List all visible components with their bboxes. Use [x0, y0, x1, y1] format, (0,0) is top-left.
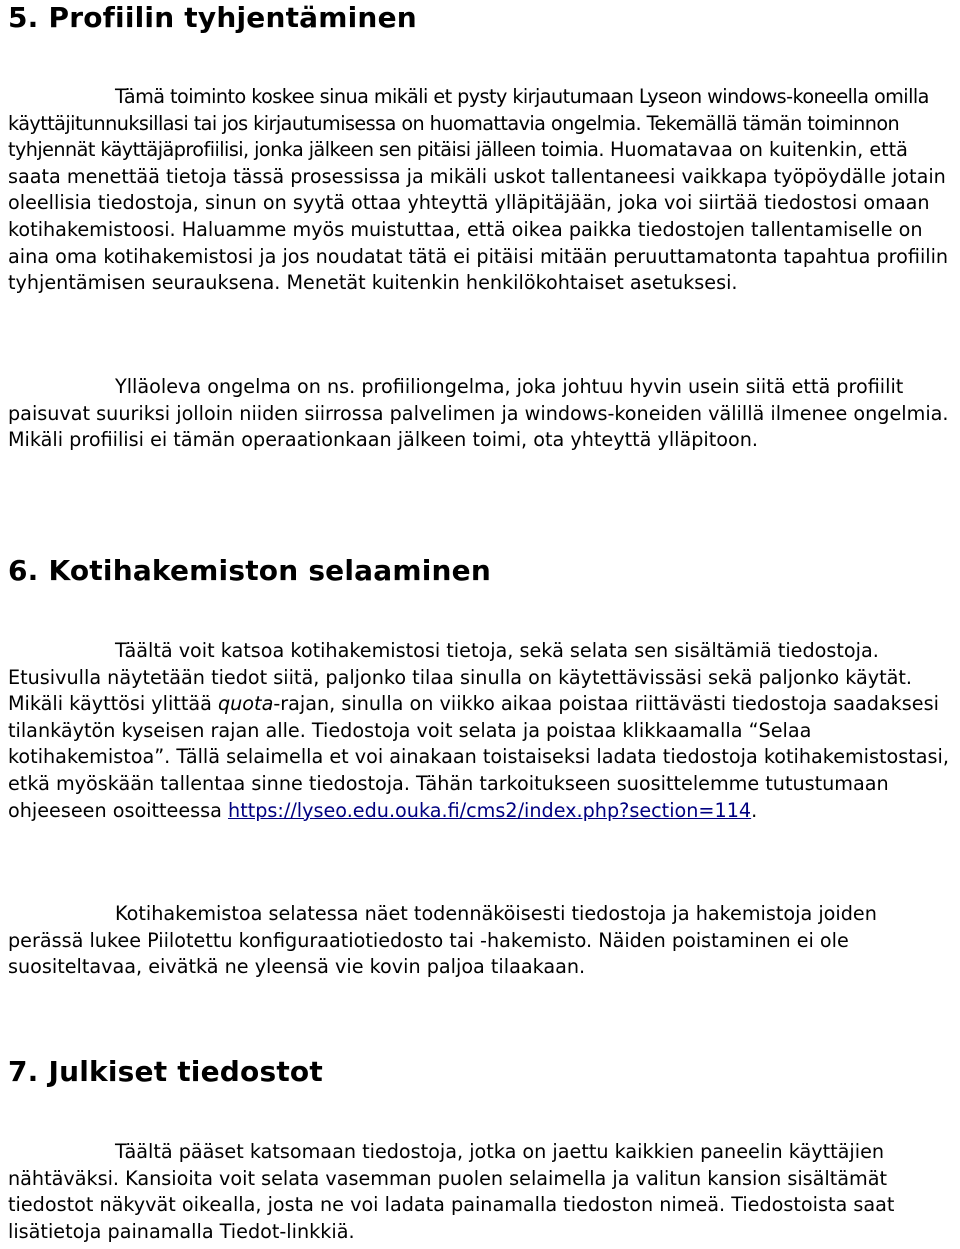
section-6-paragraph-1	[8, 638, 952, 824]
link-trailing-period: .	[751, 798, 758, 822]
section-5-paragraph-1-end: Haluamme myös muistuttaa, että oikea paikka tiedostojen tallentamiselle on aina oma kotihakemistosi ja jos noudatat tätä ei pitäisi mitään peruuttamatonta tapahtua profiilin tyhjentämisen seurauksena. Menetät kuitenkin henkilökohtaiset asetuksesi.	[8, 217, 949, 295]
help-link[interactable]: https://lyseo.edu.ouka.fi/cms2/index.php?section=114	[228, 798, 752, 822]
section-6-paragraph-1-continued: -rajan, sinulla on viikko aikaa poistaa riittävästi tiedostoja saadaksesi tilankäytön kyseisen rajan alle. Tiedostoja voit selata ja poistaa klikkaamalla “Selaa kotihakemistoa”. Tällä selaimella et voi ainakaan toistaiseksi ladata tiedostoja kotihakemistostasi, etkä myöskään tallentaa sinne tiedostoja. Tähän tarkoitukseen suosittelemme tutustumaan ohjeeseen osoitteessa	[8, 692, 949, 822]
section-5-paragraph-1-condensed: Tämä toiminto koskee sinua mikäli et pysty kirjautumaan Lyseon windows-koneella omilla käyttäjitunnuksillasi tai jos kirjautumisessa on huomattavia ongelmia. Tekemällä tämän toiminnon tyhjennät käyttäjäprofiilisi, jonka jälkeen sen pitäisi jälleen toimia.	[8, 85, 929, 162]
section-7-paragraph-1: Täältä pääset katsomaan tiedostoja, jotka on jaettu kaikkien paneelin käyttäjien nähtäväksi. Kansioita voit selata vasemman puolen selaimella ja valitun kansion sisältämät tiedostot näkyvät oikealla, josta ne voi ladata painamalla tiedoston nimeä. Tiedostoista saat lisätietoja painamalla Tiedot-linkkiä.	[8, 1140, 895, 1243]
section-5-heading: 5. Profiilin tyhjentäminen	[8, 1, 417, 34]
link-wrapper	[228, 799, 757, 822]
section-5-paragraph-1	[8, 84, 952, 297]
section-6-heading: 6. Kotihakemiston selaaminen	[8, 554, 491, 587]
section-6-paragraph-2: Kotihakemistoa selatessa näet todennäköisesti tiedostoja ja hakemistoja joiden perässä lukee Piilotettu konfiguraatiotiedosto tai -hakemisto. Näiden poistaminen ei ole suositeltavaa, eivätkä ne yleensä vie kovin paljoa tilaakaan.	[8, 902, 877, 979]
section-7-heading: 7. Julkiset tiedostot	[8, 1055, 323, 1088]
section-6-paragraph-1-text: Täältä voit katsoa kotihakemistosi tietoja, sekä selata sen sisältämiä tiedostoja. Etusivulla näytetään tiedot siitä, paljonko tilaa sinulla on käytettävissäsi sekä paljonko käytät. Mikäli käyttösi ylittää	[8, 639, 913, 716]
section-5-paragraph-1-body: Huomatavaa on kuitenkin, että saata menettää tietoja tässä prosessissa ja mikäli uskot tallentaneesi vaikkapa työpöydälle jotain oleellisia tiedostoja, sinun on syytä ottaa yhteyttä ylläpitäjään, joka voi siirtää tiedostosi omaan kotihakemistoosi.	[8, 138, 946, 241]
quota-term: quota	[217, 692, 274, 716]
section-5-paragraph-2: Ylläoleva ongelma on ns. profiiliongelma, joka johtuu hyvin usein siitä että profiilit paisuvat suuriksi jolloin niiden siirrossa palvelimen ja windows-koneiden välillä ilmenee ongelmia. Mikäli profiilisi ei tämän operaationkaan jälkeen toimi, ota yhteyttä ylläpitoon.	[8, 375, 949, 452]
